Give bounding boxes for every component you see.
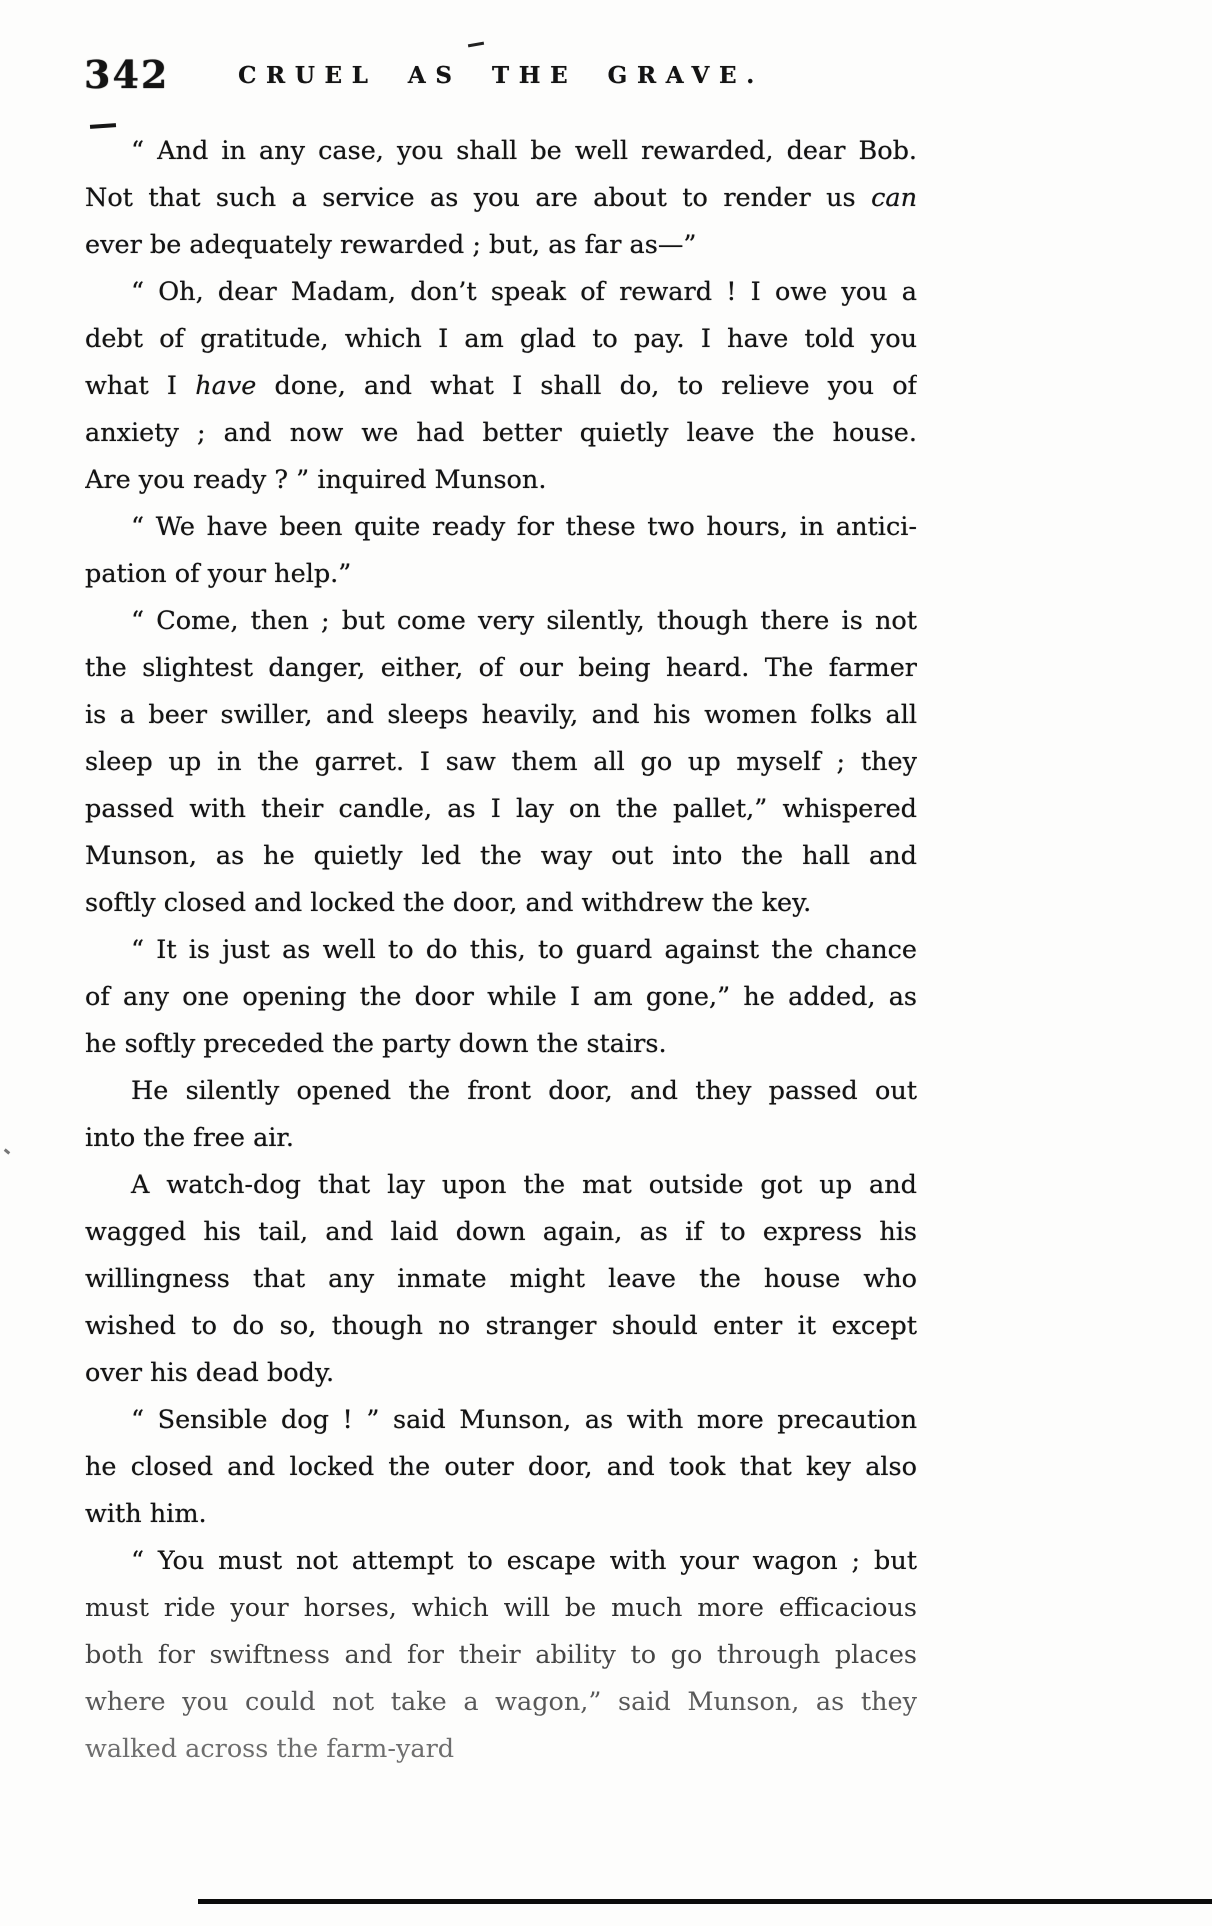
text-line: pation of your help.”: [85, 559, 352, 589]
text-line: walked across the farm-yard: [85, 1734, 455, 1764]
text-line: wagged his tail, and laid down again, as if to express his: [85, 1217, 917, 1247]
paragraph: [85, 1162, 917, 1397]
scan-edge-line: [198, 1899, 1212, 1904]
text-line: willingness that any inmate might leave the house who: [85, 1264, 917, 1294]
paragraph: [85, 1397, 917, 1538]
text-line: wished to do so, though no stranger should enter it except: [85, 1311, 917, 1341]
text-line: “ Come, then ; but come very silently, though there is not: [131, 606, 917, 636]
paragraph: [85, 927, 917, 1068]
text-line: into the free air.: [85, 1123, 294, 1153]
text-line: what I have done, and what I shall do, to relieve you of: [85, 371, 917, 401]
running-header-title: CRUEL AS THE GRAVE.: [238, 62, 764, 89]
text-line: where you could not take a wagon,” said Munson, as they: [85, 1687, 917, 1717]
paragraph: [85, 269, 917, 504]
text-line: “ It is just as well to do this, to guard against the chance: [131, 935, 917, 965]
text-line: over his dead body.: [85, 1358, 335, 1388]
text-line: passed with their candle, as I lay on the pallet,” whispered: [85, 794, 917, 824]
text-line: “ And in any case, you shall be well rewarded, dear Bob.: [131, 136, 917, 166]
text-line: debt of gratitude, which I am glad to pay. I have told you: [85, 324, 917, 354]
text-line: Not that such a service as you are about to render us can: [85, 183, 917, 213]
text-line: he softly preceded the party down the stairs.: [85, 1029, 667, 1059]
text-line: anxiety ; and now we had better quietly leave the house.: [85, 418, 917, 448]
text-line: is a beer swiller, and sleeps heavily, and his women folks all: [85, 700, 917, 730]
text-line: with him.: [85, 1499, 207, 1529]
paragraph: [85, 598, 917, 927]
page-number: 342: [84, 52, 170, 97]
text-line: He silently opened the front door, and they passed out: [131, 1076, 917, 1106]
paragraph: [85, 504, 917, 598]
text-line: both for swiftness and for their ability to go through places: [85, 1640, 917, 1670]
text-line: “ Oh, dear Madam, don’t speak of reward ! I owe you a: [131, 277, 917, 307]
text-line: “ We have been quite ready for these two hours, in antici-: [131, 512, 917, 542]
text-line: the slightest danger, either, of our being heard. The farmer: [85, 653, 917, 683]
page-body: [85, 128, 917, 1773]
text-line: Are you ready ? ” inquired Munson.: [85, 465, 547, 495]
text-line: Munson, as he quietly led the way out into the hall and: [85, 841, 917, 871]
text-line: sleep up in the garret. I saw them all go up myself ; they: [85, 747, 917, 777]
paragraph: [85, 1068, 917, 1162]
paragraph: [85, 128, 917, 269]
text-line: “ You must not attempt to escape with your wagon ; but: [131, 1546, 917, 1576]
text-line: of any one opening the door while I am gone,” he added, as: [85, 982, 917, 1012]
text-line: he closed and locked the outer door, and took that key also: [85, 1452, 917, 1482]
text-line: must ride your horses, which will be much more efficacious: [85, 1593, 917, 1623]
text-line: “ Sensible dog ! ” said Munson, as with more precaution: [131, 1405, 917, 1435]
scan-speck: [468, 42, 484, 48]
text-line: ever be adequately rewarded ; but, as far as—”: [85, 230, 697, 260]
text-line: A watch-dog that lay upon the mat outside got up and: [131, 1170, 917, 1200]
paragraph: [85, 1538, 917, 1773]
text-line: softly closed and locked the door, and withdrew the key.: [85, 888, 812, 918]
scan-speck: [4, 1148, 11, 1154]
